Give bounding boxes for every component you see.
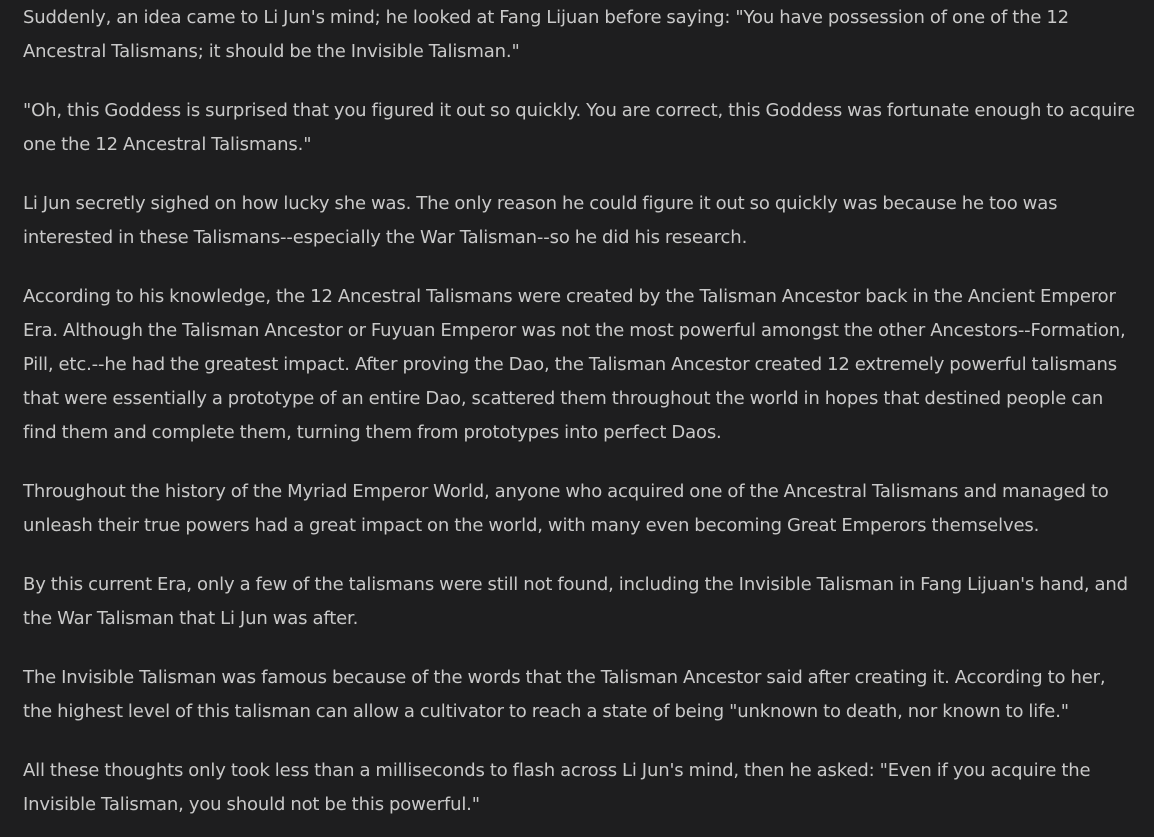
paragraph: Throughout the history of the Myriad Emperor World, anyone who acquired one of the Ancestral Talismans and managed to unleash their true powers had a great impact on the world, with many even becoming Great Emperors themselves. [23,481,1109,536]
paragraph: By this current Era, only a few of the talismans were still not found, including the Invisible Talisman in Fang Lijuan's hand, and the War Talisman that Li Jun was after. [23,574,1128,629]
paragraph: "Oh, this Goddess is surprised that you figured it out so quickly. You are correct, this Goddess was fortunate enough to acquire one the 12 Ancestral Talismans." [23,100,1135,155]
paragraph: Li Jun secretly sighed on how lucky she was. The only reason he could figure it out so quickly was because he too was interested in these Talismans--especially the War Talisman--so he did his research. [23,193,1058,248]
paragraph: All these thoughts only took less than a milliseconds to flash across Li Jun's mind, then he asked: "Even if you acquire the Invisible Talisman, you should not be this powerful." [23,760,1091,815]
paragraph: The Invisible Talisman was famous because of the words that the Talisman Ancestor said after creating it. According to her, the highest level of this talisman can allow a cultivator to reach a state of being "unknown to death, nor known to life." [23,667,1106,722]
paragraph: Suddenly, an idea came to Li Jun's mind; he looked at Fang Lijuan before saying: "You have possession of one of the 12 Ancestral Talismans; it should be the Invisible Talisman." [23,7,1069,62]
paragraph: According to his knowledge, the 12 Ancestral Talismans were created by the Talisman Ancestor back in the Ancient Emperor Era. Although the Talisman Ancestor or Fuyuan Emperor was not the most powerful amongst the other Ancestors--Formation, Pill, etc.--he had the greatest impact. After proving the Dao, the Talisman Ancestor created 12 extremely powerful talismans that were essentially a prototype of an entire Dao, scattered them throughout the world in hopes that destined people can find them and complete them, turning them from prototypes into perfect Daos. [23,286,1126,443]
